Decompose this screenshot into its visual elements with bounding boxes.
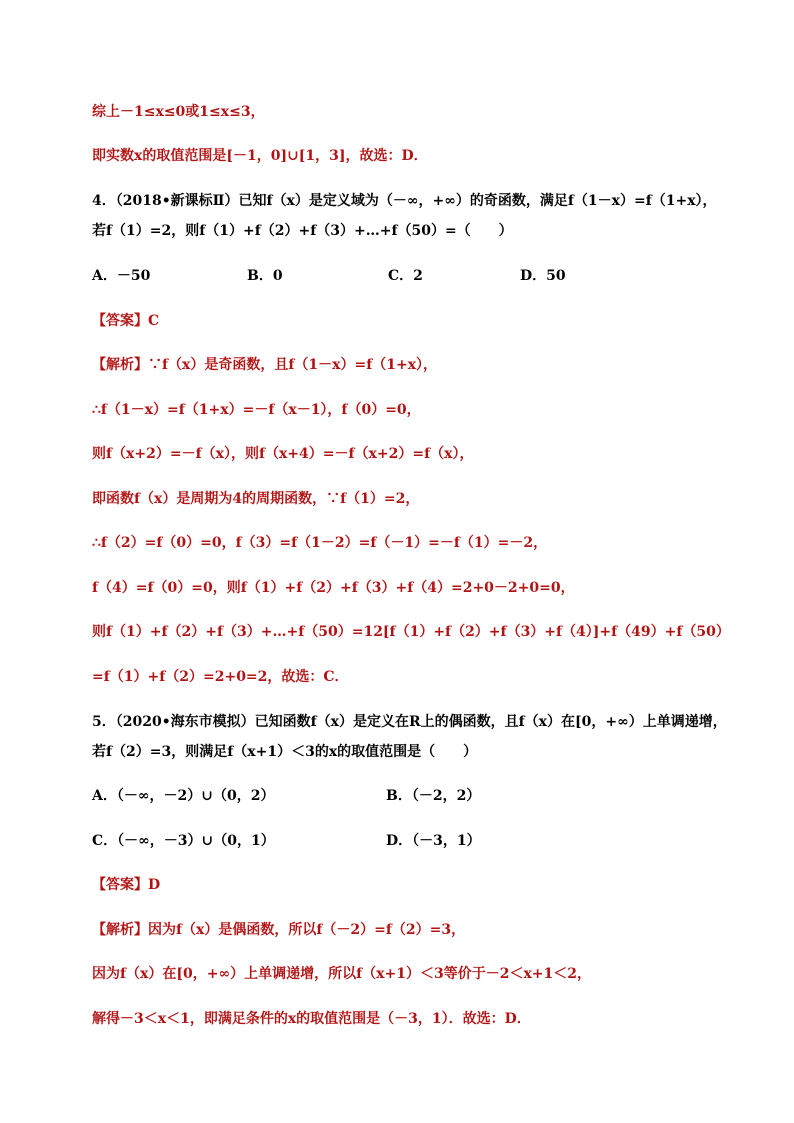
q4-option-c: C．2 (388, 268, 423, 284)
q4-stem-line-1: 4．（2018•新课标Ⅱ）已知f（x）是定义域为（－∞，+∞）的奇函数，满足f（1－x）=f（1+x）， (92, 193, 717, 209)
q4-analysis-line-8: =f（1）+f（2）=2+0=2，故选：C． (92, 669, 349, 685)
q4-analysis-line-6: f（4）=f（0）=0，则f（1）+f（2）+f（3）+f（4）=2+0－2+0=0， (92, 580, 575, 596)
q5-analysis-line-1: 【解析】因为f（x）是偶函数，所以f（－2）=f（2）=3， (92, 922, 466, 938)
q4-analysis-line-4: 即函数f（x）是周期为4的周期函数，∵f（1）=2， (92, 491, 420, 507)
q5-analysis-line-2: 因为f（x）在[0，+∞）上单调递增，所以f（x+1）＜3等价于－2＜x+1＜2， (92, 966, 592, 982)
q4-analysis-line-1: 【解析】∵f（x）是奇函数，且f（1－x）=f（1+x）， (92, 357, 438, 373)
q4-analysis-line-5: ∴f（2）=f（0）=0，f（3）=f（1－2）=f（－1）=－f（1）=－2， (92, 535, 548, 551)
q5-option-c: C．（－∞，－3）∪（0，1） (92, 833, 275, 849)
q4-stem-line-2: 若f（1）=2，则f（1）+f（2）+f（3）+…+f（50）=（ ） (92, 223, 513, 239)
q5-option-b: B．（－2，2） (386, 788, 481, 804)
q4-analysis-line-2: ∴f（1－x）=f（1+x）=－f（x－1），f（0）=0， (92, 402, 421, 418)
q5-stem-line-1: 5．（2020•海东市模拟）已知函数f（x）是定义在R上的偶函数，且f（x）在[0，+∞）上单调递增， (92, 714, 727, 730)
q4-analysis-line-7: 则f（1）+f（2）+f（3）+…+f（50）=12[f（1）+f（2）+f（3）+f（4）]+f（49）+f（50） (92, 624, 730, 640)
q5-option-d: D．（－3，1） (386, 833, 481, 849)
prev-solution-line-2: 即实数x的取值范围是[－1，0]∪[1，3]，故选：D． (92, 148, 428, 164)
q4-option-a: A．－50 (92, 268, 151, 284)
q5-option-a: A．（－∞，－2）∪（0，2） (92, 788, 275, 804)
q5-stem-line-2: 若f（2）=3，则满足f（x+1）＜3的x的取值范围是（ ） (92, 744, 478, 760)
q4-option-b: B．0 (247, 268, 283, 284)
q4-answer: 【答案】C (92, 313, 160, 329)
q5-answer: 【答案】D (92, 877, 161, 893)
q4-analysis-line-3: 则f（x+2）=－f（x），则f（x+4）=－f（x+2）=f（x）， (92, 446, 474, 462)
q5-analysis-line-3: 解得－3＜x＜1，即满足条件的x的取值范围是（－3，1）．故选：D． (92, 1011, 531, 1027)
prev-solution-line-1: 综上－1≤x≤0或1≤x≤3， (92, 104, 265, 120)
q4-option-d: D．50 (520, 268, 566, 284)
